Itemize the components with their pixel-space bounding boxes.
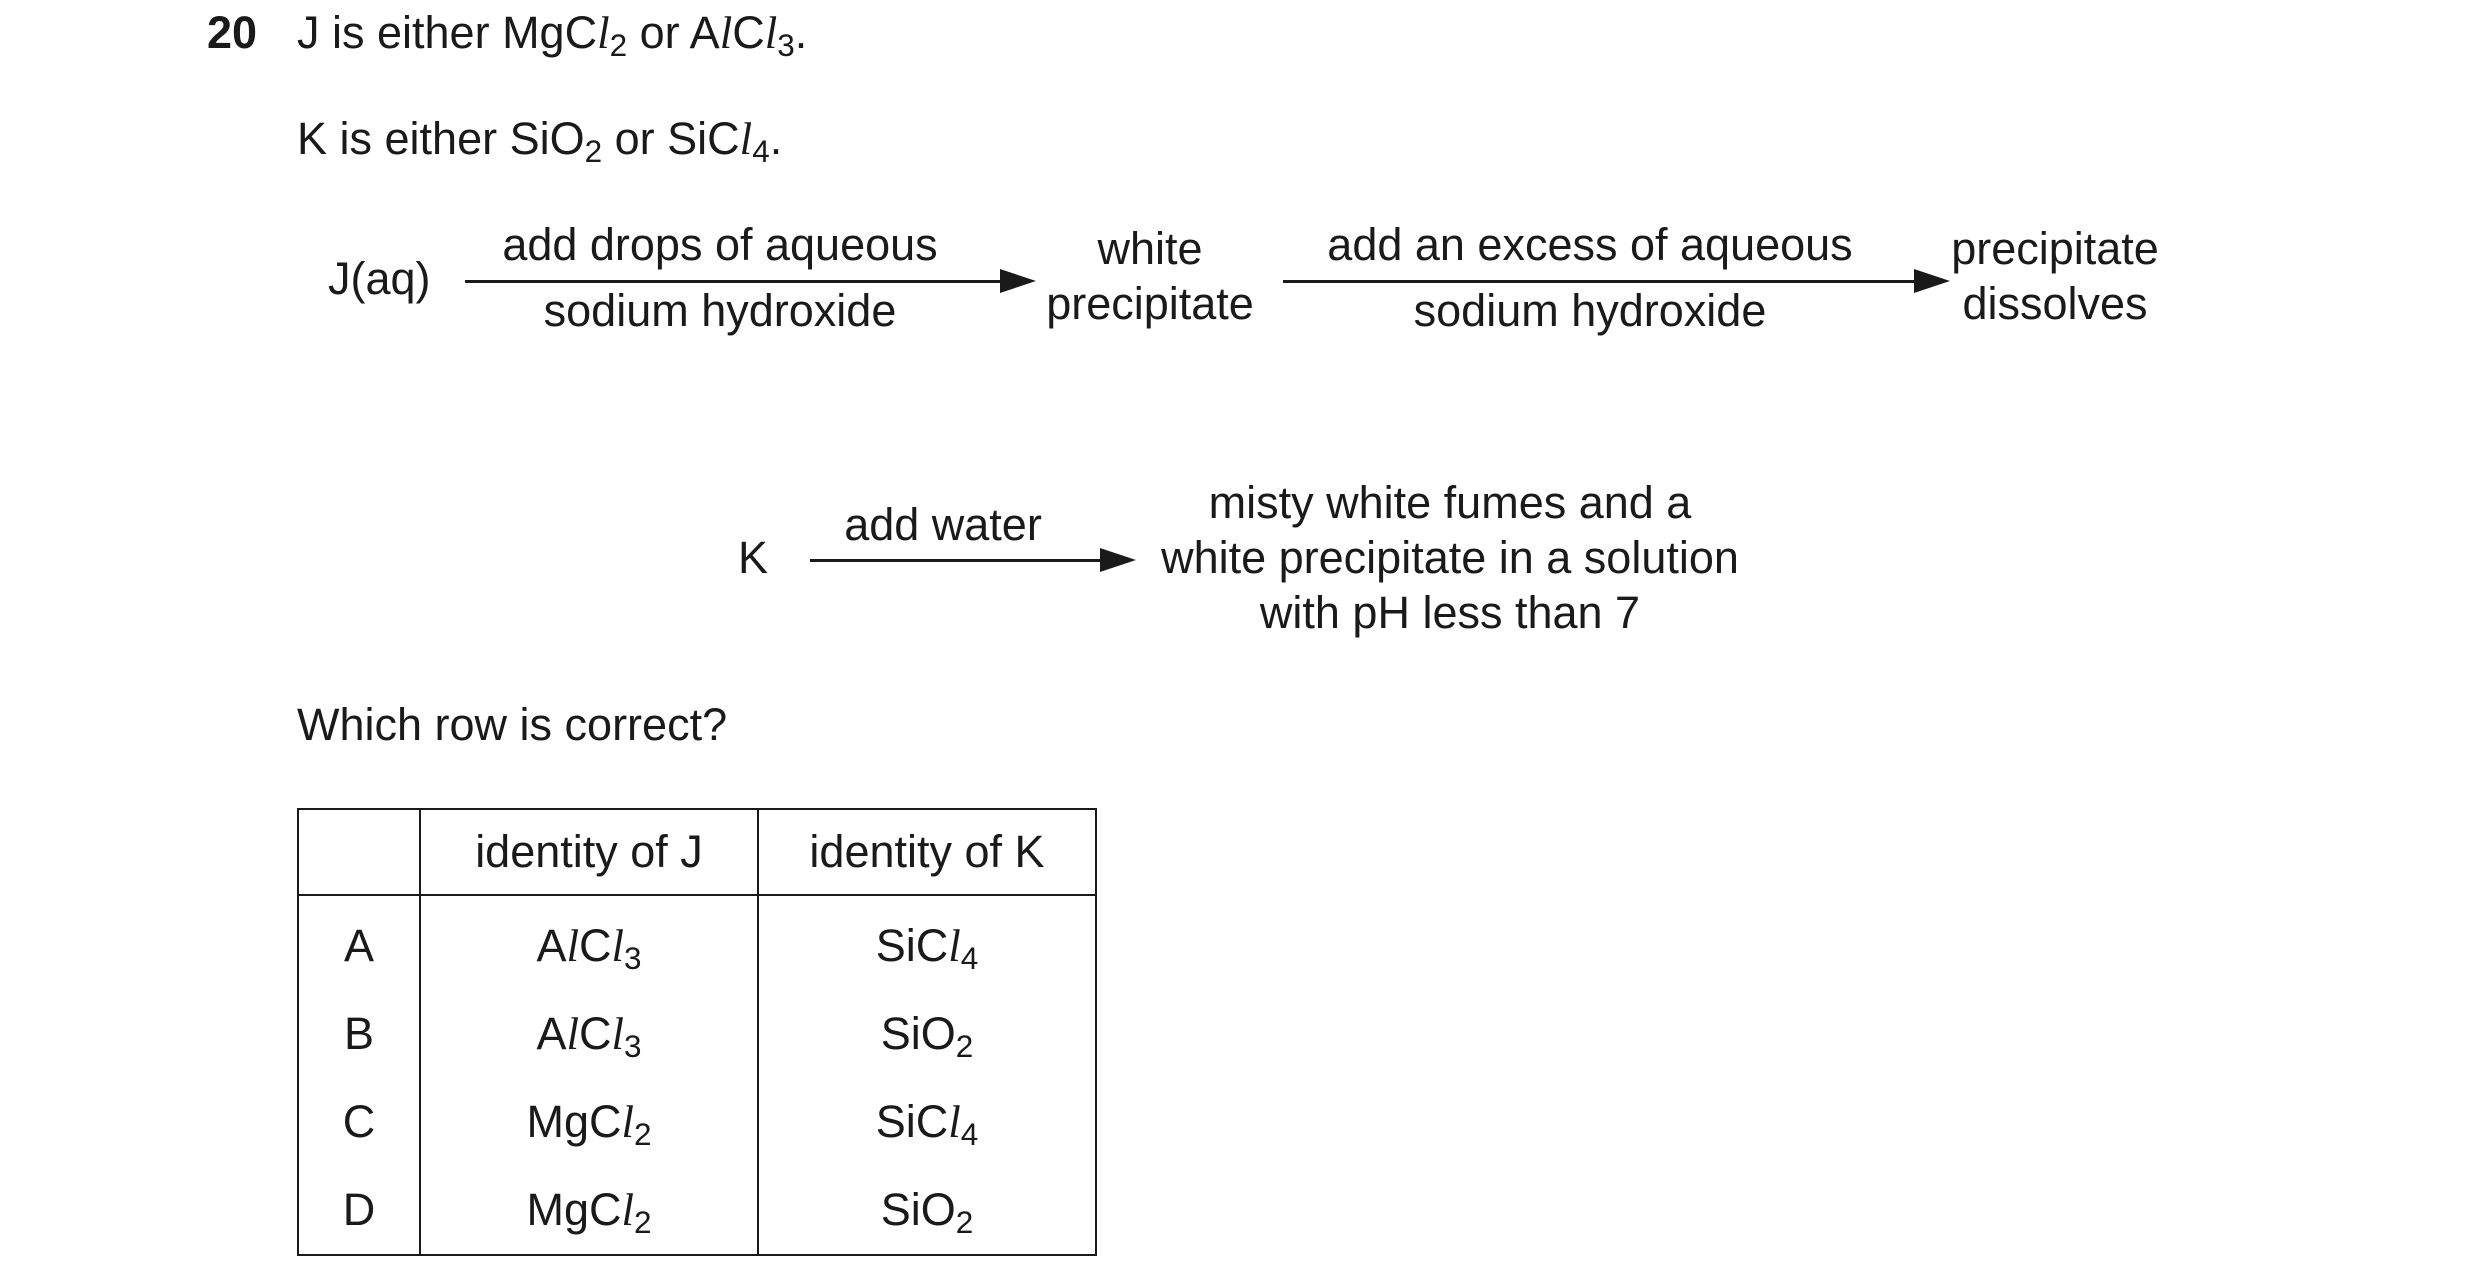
scheme-j-result1-line1: white [1097, 223, 1203, 274]
scheme-k-result-line2: white precipitate in a solution [1161, 532, 1739, 583]
row-letter: C [298, 1078, 420, 1166]
identity-k-cell: SiO$_2$ [758, 1166, 1096, 1255]
row-letter: D [298, 1166, 420, 1255]
table-row[interactable] [298, 1166, 1096, 1255]
scheme-j-step1-bottom: sodium hydroxide [543, 285, 897, 336]
table-header-j: identity of J [420, 809, 758, 895]
scheme-k-start: K [738, 532, 769, 583]
table-row[interactable] [298, 895, 1096, 990]
question-prompt: Which row is correct? [297, 699, 728, 750]
scheme-j-arrow1-line [465, 280, 1010, 283]
identity-k-cell: SiO$_2$ [758, 990, 1096, 1078]
identity-k-cell: SiCl$_4$ [758, 895, 1096, 990]
question-number: 20 [207, 7, 258, 58]
identity-j-cell: AlCl$_3$ [420, 990, 758, 1078]
table-row[interactable] [298, 990, 1096, 1078]
arrow-right-icon [1000, 269, 1036, 293]
table-header-k: identity of K [758, 809, 1096, 895]
question-line-k: K is either SiO$_2$ or SiCl$_4$. [297, 113, 783, 169]
answer-table [297, 808, 1097, 1256]
identity-k-cell: SiCl$_4$ [758, 1078, 1096, 1166]
scheme-k-result-line3: with pH less than 7 [1259, 587, 1641, 638]
scheme-k-step-top: add water [844, 499, 1042, 550]
scheme-j-step2-bottom: sodium hydroxide [1413, 285, 1767, 336]
row-letter: A [298, 895, 420, 990]
row-letter: B [298, 990, 420, 1078]
identity-j-cell: MgCl$_2$ [420, 1078, 758, 1166]
scheme-j-start: J(aq) [328, 253, 431, 304]
identity-j-cell: MgCl$_2$ [420, 1166, 758, 1255]
scheme-j-arrow2-line [1283, 280, 1923, 283]
table-row[interactable] [298, 1078, 1096, 1166]
scheme-j-result1-line2: precipitate [1046, 278, 1254, 329]
scheme-j-result2-line1: precipitate [1951, 223, 2159, 274]
scheme-j-step1-top: add drops of aqueous [502, 219, 938, 270]
question-line-j: J is either MgCl$_2$ or AlCl$_3$. [297, 7, 808, 63]
scheme-j-result2-line2: dissolves [1962, 278, 2148, 329]
table-header-row [298, 809, 1096, 895]
scheme-k-result-line1: misty white fumes and a [1208, 477, 1692, 528]
identity-j-cell: AlCl$_3$ [420, 895, 758, 990]
scheme-j-step2-top: add an excess of aqueous [1327, 219, 1853, 270]
scheme-k-arrow-line [810, 559, 1110, 562]
table-header-blank [298, 809, 420, 895]
